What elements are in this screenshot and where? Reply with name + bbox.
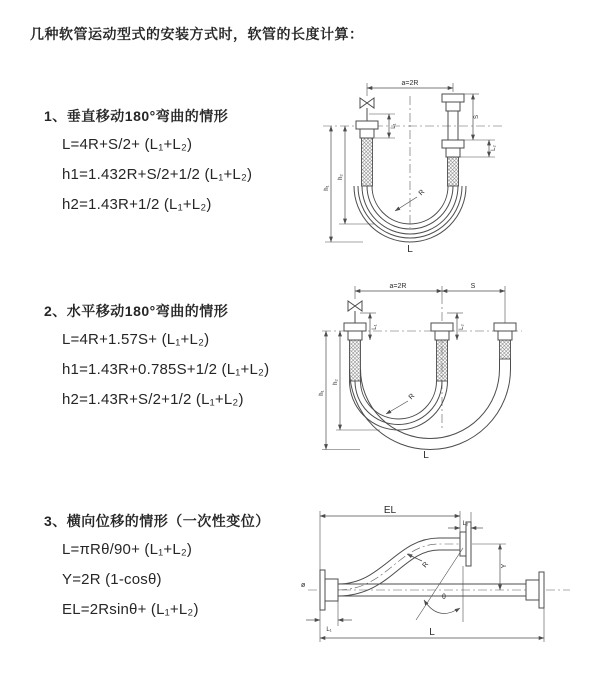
span-label: a=2R — [401, 80, 419, 87]
y-label: Y — [501, 563, 508, 569]
section-2-formula-h1: h1=1.43R+0.785S+1/2 (L₁+L₂) — [62, 361, 270, 378]
el-label: EL — [383, 505, 397, 516]
radius-callout — [386, 393, 416, 414]
valve-icon — [360, 98, 374, 121]
h1-label: h₁ — [324, 185, 330, 191]
radius-label: R — [407, 392, 417, 402]
radius-label: R — [417, 188, 427, 198]
s-label: S — [474, 114, 480, 120]
length-label: L — [429, 627, 435, 638]
right-hose-fitting — [494, 323, 516, 369]
left-hose-fitting — [356, 121, 378, 186]
section-3-formula-el: EL=2Rsinθ+ (L₁+L₂) — [62, 601, 199, 618]
middle-hose-fitting — [431, 323, 453, 381]
l1-dimension — [306, 601, 352, 642]
left-flange — [320, 570, 338, 610]
h1-label: h₁ — [319, 390, 325, 396]
section-1-heading: 1、垂直移动180°弯曲的情形 — [44, 108, 229, 124]
section-3-formula-y: Y=2R (1-cosθ) — [62, 571, 162, 588]
theta-label: θ — [442, 594, 446, 601]
h2-label: h₂ — [338, 174, 344, 180]
page-title: 几种软管运动型式的安装方式时，软管的长度计算： — [30, 26, 364, 42]
span-label: a=2R — [389, 283, 407, 290]
length-label: L — [407, 244, 413, 254]
section-3-formula-l: L=πRθ/90+ (L₁+L₂) — [62, 541, 193, 558]
section-1-formula-h1: h1=1.432R+S/2+1/2 (L₁+L₂) — [62, 166, 253, 183]
length-label: L — [423, 450, 429, 461]
section-2-formula-h2: h2=1.43R+S/2+1/2 (L₁+L₂) — [62, 391, 244, 408]
length-dimension — [320, 608, 544, 642]
h2-label: h₂ — [333, 379, 339, 385]
angle-construction — [416, 548, 463, 622]
l2-label: L₂ — [459, 324, 465, 330]
l2-label: L₂ — [462, 521, 469, 527]
span-dimensions — [355, 283, 505, 323]
diagram-lateral-offset — [298, 498, 583, 656]
s-label: S — [470, 283, 476, 290]
diagram-vertical-travel-180-bend — [305, 76, 520, 254]
l2-dimension — [448, 512, 483, 528]
movement-dimensions — [460, 94, 497, 157]
section-3-heading: 3、横向位移的情形（一次性变位） — [44, 513, 270, 529]
span-dimension — [367, 80, 453, 96]
left-hose-fitting — [344, 323, 366, 381]
section-2-heading: 2、水平移动180°弯曲的情形 — [44, 303, 229, 319]
axis-symbol: ø — [301, 582, 306, 589]
l1-label: L₁ — [391, 123, 397, 129]
section-1-formula-h2: h2=1.43R+1/2 (L₁+L₂) — [62, 196, 212, 213]
section-1-formula-l: L=4R+S/2+ (L₁+L₂) — [62, 136, 193, 153]
l2-label: L₂ — [491, 145, 497, 151]
valve-icon — [348, 301, 362, 323]
radius-label: R — [421, 560, 431, 570]
right-hose-fitting — [442, 94, 464, 186]
section-2-formula-l: L=4R+1.57S+ (L₁+L₂) — [62, 331, 210, 348]
hose-u-bends — [350, 369, 511, 450]
l1-label: L₁ — [372, 324, 378, 330]
diagram-horizontal-travel-180-bend — [310, 281, 532, 461]
radius-callout — [395, 189, 426, 211]
offset-hose-position — [338, 522, 471, 596]
l1-label: L₁ — [326, 627, 332, 633]
y-dimension — [472, 544, 508, 590]
radius-callout — [407, 554, 430, 569]
